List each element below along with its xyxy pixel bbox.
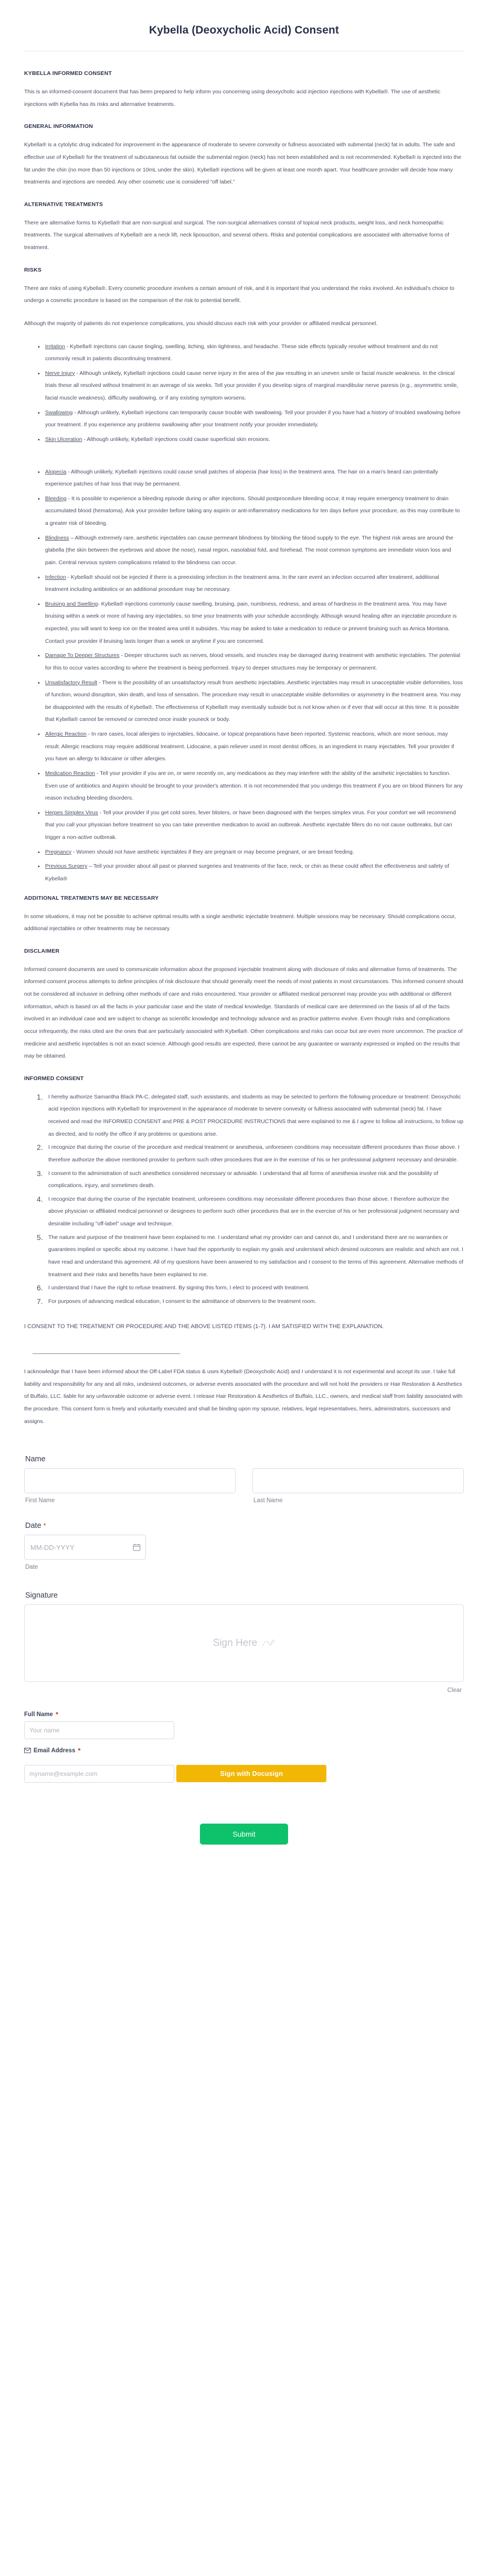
risk-item	[38, 768, 464, 805]
section-heading-risks: RISKS	[24, 266, 42, 273]
submit-area	[0, 1783, 488, 1882]
name-field-group	[24, 1455, 464, 1504]
date-label	[25, 1522, 464, 1530]
risk-text: - Although unlikely, Kybella® injections can temporarily cause trouble with swallowing. Tell your provider if you have had a history of troubled swallowing before your treatment. If you experience any problems swallowing after your treatment notify your provider immediately.	[45, 409, 461, 428]
risk-text: - Tell your provider if you are on, or were recently on, any medications as they may interfere with the ability of the aesthetic injectables to function. Even use of antibiotics and Aspirin should be brought to your provider's attention. It is not recommended that you undergo this treatment if you are on blood thinners for any reason including bleeding disorders.	[45, 770, 463, 802]
risk-item	[38, 493, 464, 530]
consent-item: I recognize that during the course of the injectable treatment, unforeseen conditions may necessitate different procedures than those above. I therefore authorize the above physician or affiliated medical personnel or designees to perform such other procedures that are in the exercise of his or her professional judgment necessary and desirable including "off-label" usage and technique.	[48, 1195, 460, 1227]
risk-term: Skin Ulceration	[45, 436, 82, 443]
risk-term: Pregnancy	[45, 848, 72, 855]
paragraph-acknowledgement: I acknowledge that I have been informed about the Off-Label FDA status & uses Kybella® (Deoxycholic Acid) and I understand it is not experimental and accept its use. I take full liability and responsibility for any and all risks, undesired outcomes, or adverse events associated with the procedure and will not hold the providers or Hair Restoration & Aesthetics of Buffalo, LLC. liable for any unfavorable outcome or adverse event. I release Hair Restoration & Aesthetics of Buffalo, LLC., owners, and medical staff from liability associated with the procedure. This consent form is freely and voluntarily executed and shall be binding upon my spouse, relatives, legal representatives, heirs, administrators, successors and assigns.	[24, 1368, 463, 1425]
risk-item	[38, 728, 464, 766]
sign-with-docusign-button[interactable]: Sign with Docusign	[176, 1765, 326, 1782]
risk-term: Blindness	[45, 534, 69, 541]
risk-text: - Although unlikely, Kybella® injections could cause small patches of alopecia (hair loss) in the treatment area. The hair on a man's beard can potentially experience patches of hair loss that may be permanent.	[45, 468, 438, 488]
paragraph-additional-treatments: In some situations, it may not be possible to achieve optimal results with a single aesthetic injectable treatment. Multiple sessions may be necessary. Should complications occur, additional injectables or other treatments may be necessary	[24, 913, 456, 932]
risk-item	[38, 650, 464, 674]
email-address-label-text: Email Address	[34, 1747, 76, 1754]
page-title: Kybella (Deoxycholic Acid) Consent	[148, 24, 340, 36]
consent-item: I hereby authorize Samantha Black PA-C, delegated staff, such assistants, and students as may be selected to perform the following procedure or treatment: Deoxycholic acid injection injections with Kybella® for improvement in the appearance of moderate to severe convexity or fullness associated with submental (neck) fat. I have received and read the INFORMED CONSENT and PRE & POST PROCEDURE INSTRUCTIONS that were explained to me & I agree to follow all instructions, to follow up as directed, and to notify the office if any problems or questions arise.	[48, 1093, 463, 1137]
paragraph-alternative-treatments: There are alternative forms to Kybella® that are non-surgical and surgical. The non-surgical alternatives consist of topical neck products, weight loss, and neck homeopathic treatments. The surgical alternatives of Kybella® are a neck lift, neck liposuction, and several others. Risks and potential complications are associated with alternative forms of treatment.	[24, 219, 450, 251]
section-heading-alternative-treatments: ALTERNATIVE TREATMENTS	[24, 201, 103, 208]
paragraph-risks-intro-1: There are risks of using Kybella®. Every cosmetic procedure involves a certain amount of risk, and it is important that you understand the risks involved. An individual's choice to undergo a cosmetic procedure is based on the comparison of the risk to potential benefit.	[24, 285, 454, 304]
consent-item: For purposes of advancing medical education, I consent to the admittance of observers to the treatment room.	[48, 1298, 316, 1305]
form-area	[0, 1455, 488, 1783]
risk-item	[38, 466, 464, 491]
email-address-label	[24, 1747, 464, 1754]
full-name-input[interactable]	[24, 1721, 174, 1739]
last-name-sublabel: Last Name	[253, 1497, 283, 1504]
first-name-sublabel: First Name	[25, 1497, 55, 1504]
risk-text: - Tell your provider if you get cold sores, fever blisters, or have been diagnosed with the herpes simplex virus. For your comfort we will recommend that you call your physician before treatment so you can take preventive medication to avoid an outbreak. Aesthetic injectable fillers do no not cause outbreaks, but can trigger a non-active outbreak.	[45, 809, 456, 840]
signature-field-group	[24, 1591, 464, 1695]
signature-canvas[interactable]	[24, 1604, 464, 1682]
risk-text: - Although unlikely, Kybella® injections could cause superficial skin erosions.	[82, 436, 270, 443]
signature-label: Signature	[25, 1591, 58, 1600]
risk-text: - Kybella® injections commonly cause swelling, bruising, pain, numbness, redness, and areas of hardness in the treatment area. You may have bruising within a week or more of having any injectables, so time your treatments with your schedule accordingly. Although wound healing after an injectable procedure is expected, you will want to keep ice on the treated area until it subsides. You may be asked to take a medication to reduce or prevent bruising such as Arnica Montana. Contact your provider if bruising lasts longer than a week or anytime if you are concerned.	[45, 600, 457, 644]
full-name-required-marker: *	[55, 1710, 59, 1719]
risk-text: – Although extremely rare, aesthetic injectables can cause permeant blindness by blocking the blood supply to the eye. The highest risk areas are around the glabella (the skin between the eyebrows and above the nose), nasal region, nasolabial fold, and forehead. The most common symptoms are immediate vision loss and pain. Central nervous system complications related to the blindness can occur.	[45, 534, 453, 566]
risk-item	[38, 434, 464, 446]
risk-term: Previous Surgery	[45, 863, 88, 870]
signature-clear-button[interactable]: Clear	[445, 1686, 464, 1695]
pen-icon	[261, 1638, 275, 1648]
last-name-column	[252, 1468, 464, 1504]
submit-button[interactable]: Submit	[200, 1824, 288, 1845]
section-heading-informed-consent-list: INFORMED CONSENT	[24, 1075, 84, 1082]
risk-text: - It is possible to experience a bleeding episode during or after injections. Should postprocedure bleeding occur, it may require emergency treatment to drain accumulated blood (hematoma). Ask your provider before taking any aspirin or anti-inflammatory medications for ten days before your procedure, as this may contribute to a greater risk of bleeding.	[45, 495, 460, 526]
paragraph-general-information: Kybella® is a cytolytic drug indicated for improvement in the appearance of moderate to severe convexity or fullness associated with submental (neck) fat in adults. The safe and effective use of Kybella® for the treatment of subcutaneous fat outside the submental region (neck) has not been established and is not recommended. Kybella® is injected into the fat under the chin (no more than 50 injections or 10mL under the skin). Kybella® injections will be given at least one month apart. Your healthcare provider will decide how many treatments and injections are needed. Any other cosmetic use is considered “off label.”	[24, 142, 462, 186]
risk-item	[38, 407, 464, 432]
signature-line-rule: ______________________________________________	[33, 1348, 181, 1355]
risk-term: Unsatisfactory Result	[45, 679, 98, 686]
full-name-label	[24, 1710, 464, 1718]
signature-hint	[213, 1637, 275, 1649]
risk-text: - Kybella® injections can cause tingling, swelling, itching, skin tightness, and headache. These side effects typically resolve without treatment and do not commonly result in patients discontinuing treatment.	[45, 343, 438, 362]
date-field-group	[24, 1522, 464, 1570]
risk-item	[38, 807, 464, 844]
risk-term: Alopecia	[45, 468, 67, 475]
date-input[interactable]	[24, 1535, 146, 1560]
section-heading-additional-treatments: ADDITIONAL TREATMENTS MAY BE NECESSARY	[24, 894, 159, 901]
section-heading-disclaimer: DISCLAIMER	[24, 947, 60, 954]
section-heading-general-information: GENERAL INFORMATION	[24, 123, 93, 130]
risk-term: Herpes Simplex Virus	[45, 809, 98, 816]
risk-term: Bruising and Swelling	[45, 600, 98, 607]
name-label: Name	[25, 1455, 46, 1464]
first-name-column	[24, 1468, 236, 1504]
consent-item: The nature and purpose of the treatment have been explained to me. I understand what my provider can and cannot do, and I understand there are no warranties or guarantees implied or specific about my outcome. I have had the opportunity to explain my goals and understand which desired outcomes are realistic and which are not. I have read and understand this agreement. All of my questions have been answered to my satisfaction and I consent to the terms of this agreement. Alternative methods of treatment and their risks and benefits have been explained to me.	[48, 1234, 463, 1278]
email-address-input[interactable]	[24, 1765, 174, 1783]
docusign-group	[24, 1710, 464, 1783]
paragraph-informed-consent-intro: This is an informed-consent document that has been prepared to help inform you concerning using deoxycholic acid injection injections with Kybella®. The use of aesthetic injections with Kybella has its risks and alternative treatments.	[24, 89, 441, 107]
section-heading-kybella-informed-consent: KYBELLA INFORMED CONSENT	[24, 70, 112, 77]
risk-text: - In rare cases, local allergies to injectables, lidocaine, or topical preparations have been reported. Systemic reactions, which are more serious, may result. Allergic reactions may require additional treatment. Lidocaine, a pain reliever used in most dentist offices, is an ingredient in many injectables. Tell your provider if you have an allergy to lidocaine or other allergies.	[45, 731, 454, 762]
date-sublabel: Date	[25, 1564, 38, 1571]
date-required-marker: *	[43, 1522, 46, 1530]
consent-item: I recognize that during the course of the procedure and medical treatment or anesthesia, unforeseen conditions may necessitate different procedures than those above. I therefore authorize the above mentioned provider to perform such other procedures that are in the exercise of his or her professional judgment necessary and desirable.	[48, 1144, 460, 1163]
risk-text: - Women should not have aesthetic injectables if they are pregnant or may become pregnant, or are breast feeding.	[71, 848, 354, 855]
risk-text: - There is the possibility of an unsatisfactory result from aesthetic injectables. Aesthetic injectables may result in unacceptable visible deformities, loss of function, wound disruption, skin death, and loss of sensation. The procedure may result in unacceptable visible deformities or asymmetry in the treatment area. You may be disappointed with the results of Kybella®. The effectiveness of Kybella® may eventually subside but is not know when or if ever that will occur at this time. It is possible that Kybella® cannot be removed or corrected once inside youneck or body.	[45, 679, 463, 723]
first-name-input[interactable]	[24, 1468, 236, 1493]
risk-item	[38, 846, 464, 859]
risk-term: Swallowing	[45, 409, 73, 416]
risk-term: Infection	[45, 574, 66, 580]
document-body	[0, 51, 488, 1428]
date-label-text: Date	[25, 1522, 41, 1530]
risk-term: Bleeding	[45, 495, 67, 502]
risk-item	[38, 572, 464, 596]
risk-item	[38, 598, 464, 648]
risk-term: Irritation	[45, 343, 65, 350]
risk-term: Allergic Reaction	[45, 731, 87, 737]
date-input-wrapper	[24, 1535, 146, 1560]
risk-item	[38, 860, 464, 885]
paragraph-disclaimer: Informed consent documents are used to communicate information about the proposed injectable treatment along with disclosure of risks and alternative forms of treatments. The informed consent process attempts to define principles of risk disclosure that should generally meet the needs of most patients in most circumstances. This informed consent should not be considered all inclusive in defining other methods of care and risks encountered. Your provider or affiliated medical personnel may provide you with additional or different information, which is based on all the facts in your particular case and the state of medical knowledge. Standards of medical care are determined on the basis of all of the facts involved in an individual case and are subject to change as scientific knowledge and technology advance and as practice patterns evolve. Even though risks and complications occur infrequently, the risks cited are the ones that are particularly associated with Kybella®. Other complications and risks can occur but are even more uncommon. The practice of medicine and aesthetic injectables is not an exact science. Although good results are expected, there cannot be any guarantee or warranty expressed or implied on the results that may be obtained.	[24, 966, 463, 1060]
risks-list	[24, 341, 464, 886]
risk-item	[38, 677, 464, 727]
consent-statement: I CONSENT TO THE TREATMENT OR PROCEDURE AND THE ABOVE LISTED ITEMS (1-7). I AM SATISFIED WITH THE EXPLANATION.	[24, 1323, 384, 1330]
risk-term: Damage To Deeper Structures	[45, 652, 120, 659]
last-name-input[interactable]	[252, 1468, 464, 1493]
consent-item: I understand that I have the right to refuse treatment. By signing this form, I elect to proceed with treatment.	[48, 1285, 310, 1291]
consent-items-list	[24, 1091, 464, 1308]
consent-item: I consent to the administration of such anesthetics considered necessary or advisable. I understand that all forms of anesthesia involve risk and the possibility of complications, injury, and sometimes death.	[48, 1170, 438, 1189]
risk-text: - Deeper structures such as nerves, blood vessels, and muscles may be damaged during treatment with aesthetic injectables. The potential for this to occur varies according to where the treatment is being performed. Injury to deeper structures may be temporary or permanent.	[45, 652, 461, 671]
paragraph-risks-intro-2: Although the majority of patients do not experience complications, you should discuss each risk with your provider or affiliated medical personnel.	[24, 320, 378, 327]
risk-term: Medication Reaction	[45, 770, 96, 777]
email-required-marker: *	[78, 1747, 81, 1755]
risk-item	[38, 341, 464, 365]
envelope-icon	[24, 1748, 31, 1753]
risk-term: Nerve Injury	[45, 370, 75, 376]
risk-text: – Tell your provider about all past or planned surgeries and treatments of the face, neck, or chin as these could affect the effectiveness and safety of Kybella®	[45, 863, 449, 882]
risk-text: - Although unlikely, Kybella® injections could cause nerve injury in the area of the jaw resulting in an uneven smile or facial muscle weakness. In the clinical trials these all resolved without treatment in an average of six weeks. Tell your provider if you develop signs of marginal mandibular nerve paresis (e.g., asymmetric smile, facial muscle weakness), difficulty swallowing, or if any existing symptom worsens.	[45, 370, 459, 401]
full-name-label-text: Full Name	[24, 1711, 53, 1718]
risk-text: - Kybella® should not be injected if there is a preexisting infection in the treatment area. In the rare event an infection occurred after treatment, additional treatment including antibiotics or an additional procedure may be necessary.	[45, 574, 439, 593]
risk-item	[38, 368, 464, 405]
risk-item	[38, 532, 464, 569]
signature-hint-text: Sign Here	[213, 1637, 258, 1649]
